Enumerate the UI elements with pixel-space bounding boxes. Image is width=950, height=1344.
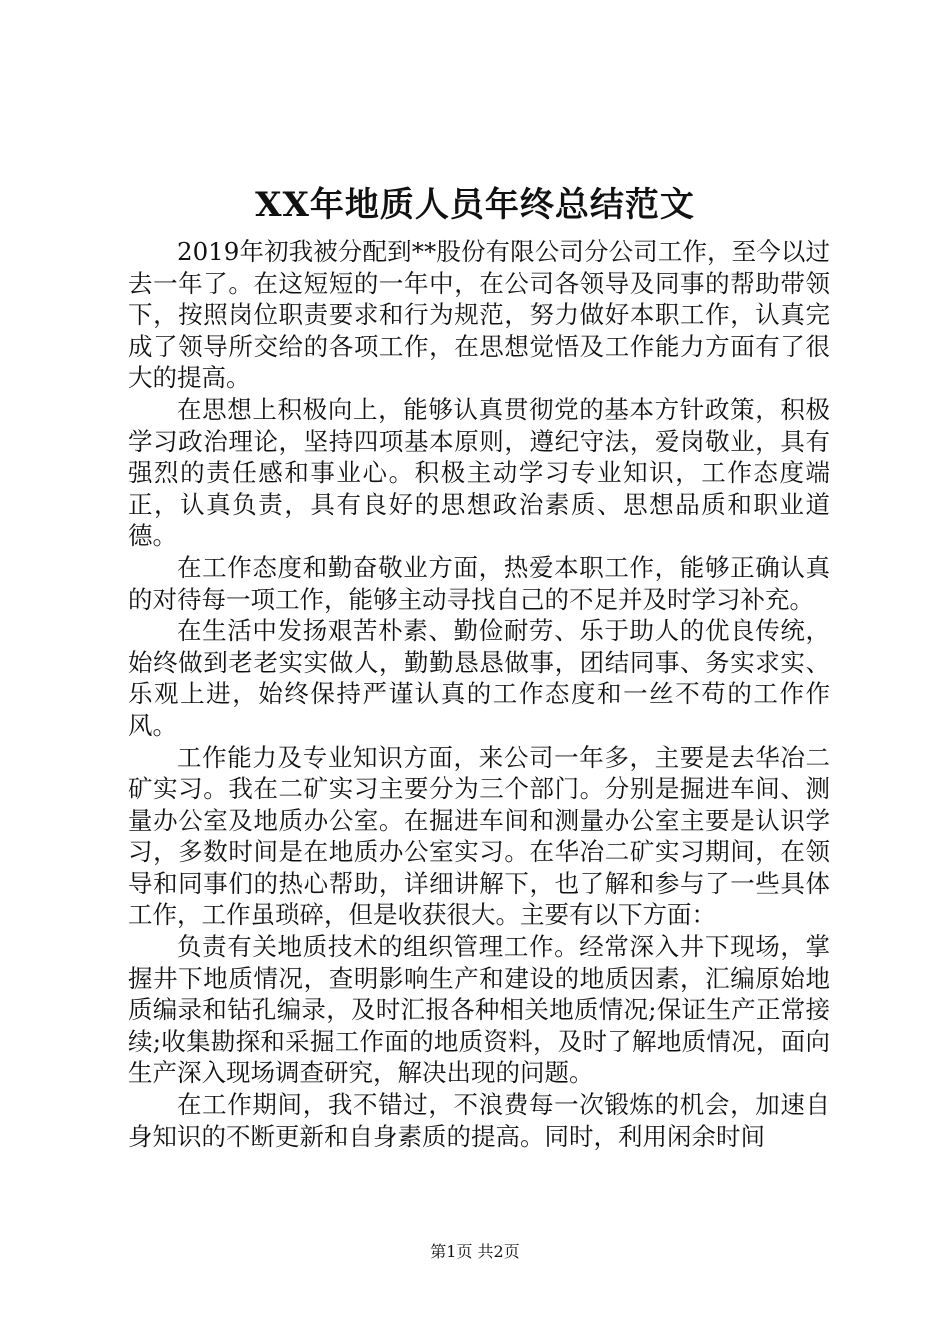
paragraph: 2019年初我被分配到**股份有限公司分公司工作，至今以过去一年了。在这短短的一年中，在公司各领导及同事的帮助带领下，按照岗位职责要求和行为规范，努力做好本职工作，认真完成了领导所交给的各项工作，在思想觉悟及工作能力方面有了很大的提高。	[128, 237, 830, 393]
paragraph: 在工作态度和勤奋敬业方面，热爱本职工作，能够正确认真的对待每一项工作，能够主动寻找自己的不足并及时学习补充。	[128, 552, 830, 614]
paragraph: 工作能力及专业知识方面，来公司一年多，主要是去华冶二矿实习。我在二矿实习主要分为三个部门。分别是掘进车间、测量办公室及地质办公室。在掘进车间和测量办公室主要是认识学习，多数时间是在地质办公室实习。在华冶二矿实习期间，在领导和同事们的热心帮助，详细讲解下，也了解和参与了一些具体工作，工作虽琐碎，但是收获很大。主要有以下方面：	[128, 742, 830, 930]
paragraph: 负责有关地质技术的组织管理工作。经常深入井下现场，掌握井下地质情况，查明影响生产和建设的地质因素，汇编原始地质编录和钻孔编录，及时汇报各种相关地质情况;保证生产正常接续;收集勘探和采掘工作面的地质资料，及时了解地质情况，面向生产深入现场调查研究，解决出现的问题。	[128, 932, 830, 1088]
document-title: XX年地质人员年终总结范文	[255, 185, 695, 225]
page-footer: 第1页 共2页	[430, 1242, 520, 1261]
paragraph: 在思想上积极向上，能够认真贯彻党的基本方针政策，积极学习政治理论，坚持四项基本原则，遵纪守法，爱岗敬业，具有强烈的责任感和事业心。积极主动学习专业知识，工作态度端正，认真负责，具有良好的思想政治素质、思想品质和职业道德。	[128, 394, 830, 551]
paragraph: 在工作期间，我不错过，不浪费每一次锻炼的机会，加速自身知识的不断更新和自身素质的提高。同时，利用闲余时间	[128, 1090, 830, 1151]
paragraph: 在生活中发扬艰苦朴素、勤俭耐劳、乐于助人的优良传统，始终做到老老实实做人，勤勤恳恳做事，团结同事、务实求实、乐观上进，始终保持严谨认真的工作态度和一丝不苟的工作作风。	[128, 616, 830, 740]
document-body	[128, 236, 830, 1152]
